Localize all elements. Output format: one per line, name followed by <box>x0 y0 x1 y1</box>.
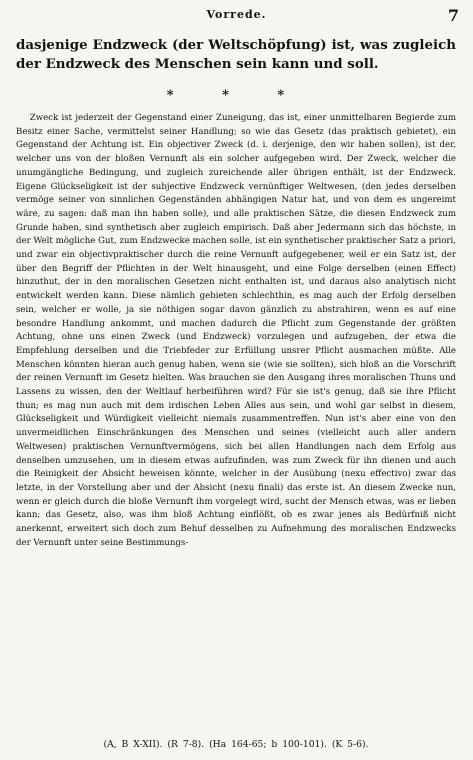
edition-references: (A, B X-XII). (R 7-8). (Ha 164-65; b 100-101). (K 5-6). <box>103 739 369 750</box>
thesis-text: dasjenige Endzweck (der Weltschöpfung) ist, was zugleich der Endzweck des Menschen sein kann und soll. <box>16 37 456 72</box>
page-number: 7 <box>447 6 459 25</box>
running-title: Vorrede. <box>206 8 267 21</box>
section-asterisks: * * * <box>166 88 307 103</box>
footnote-paragraph: Zweck ist jederzeit der Gegenstand einer Zuneigung, das ist, einer unmittelbaren Begierde zum Besitz einer Sache, vermittelst seiner Handlung; so wie das Gesetz (das praktisch gebietet), ein Gegenstand der Achtung ist. Ein objectiver Zweck (d. i. derjenige, den wir haben sollen), ist der, welcher uns von der bloßen Vernunft als ein solcher aufgegeben wird. Der Zweck, welcher die unumgängliche Bedingung, und zugleich zureichende aller übrigen enthält, ist der Endzweck. Eigene Glückseligkeit ist der subjective Endzweck vernünftiger Weltwesen, (den jedes derselben vermöge seiner von sinnlichen Gegenständen abhängigen Natur hat, und von dem es ungereimt wäre, zu sagen: daß man ihn haben solle), und alle praktischen Sätze, die diesen Endzweck zum Grunde haben, sind synthetisch aber zugleich empirisch. Daß aber Jedermann sich das höchste, in der Welt mögliche Gut, zum Endzwecke machen solle, ist ein synthetischer praktischer Satz a priori, und zwar ein objectivpraktischer durch die reine Vernunft aufgegebener, weil er ein Satz ist, der über den Begriff der Pflichten in der Welt hinausgeht, und eine Folge derselben (einen Effect) hinzuthut, der in den moralischen Gesetzen nicht enthalten ist, und daraus also analytisch nicht entwickelt werden kann. Diese nämlich gebieten schlechthin, es mag auch der Erfolg derselben sein, welcher er wolle, ja sie nöthigen sogar davon gänzlich zu abstrahiren, wenn es auf eine besondre Handlung ankommt, und machen dadurch die Pflicht zum Gegenstande der größten Achtung, ohne uns einen Zweck (und Endzweck) vorzulegen und aufzugeben, der etwa die Empfehlung derselben und die Triebfeder zur Erfüllung unsrer Pflicht ausmachen müßte. Alle Menschen könnten hieran auch genug haben, wenn sie (wie sie sollten), sich bloß an die Vorschrift der reinen Vernunft im Gesetz hielten. Was brauchen sie den Ausgang ihres moralischen Thuns und Lassens zu wissen, den der Weltlauf herbeiführen wird? Für sie ist's genug, daß sie ihre Pflicht thun; es mag nun auch mit dem irdischen Leben Alles aus sein, und wohl gar selbst in diesem, Glückseligkeit und Würdigkeit vielleicht niemals zusammentreffen. Nun ist's aber eine von den unvermeidlichen Einschränkungen des Menschen und seines (vielleicht auch aller andern Weltwesen) praktischen Vernunftvermögens, sich bei allen Handlungen nach dem Erfolg aus denselben umzusehen, um in diesem etwas aufzufinden, was zum Zweck für ihn dienen und auch die Reinigkeit der Absicht beweisen könnte, welcher in der Ausübung (nexu effectivo) zwar das letzte, in der Vorstellung aber und der Absicht (nexu finali) das erste ist. An diesem Zwecke nun, wenn er gleich durch die bloße Vernunft ihm vorgelegt wird, sucht der Mensch etwas, was er lieben kann; das Gesetz, also, was ihm bloß Achtung einflößt, ob es zwar jenes als Bedürfniß nicht anerkennt, erweitert sich doch zum Behuf desselben zu Aufnehmung des moralischen Endzwecks der Vernunft unter seine Bestimmungs- <box>16 113 456 548</box>
running-head <box>0 6 473 26</box>
